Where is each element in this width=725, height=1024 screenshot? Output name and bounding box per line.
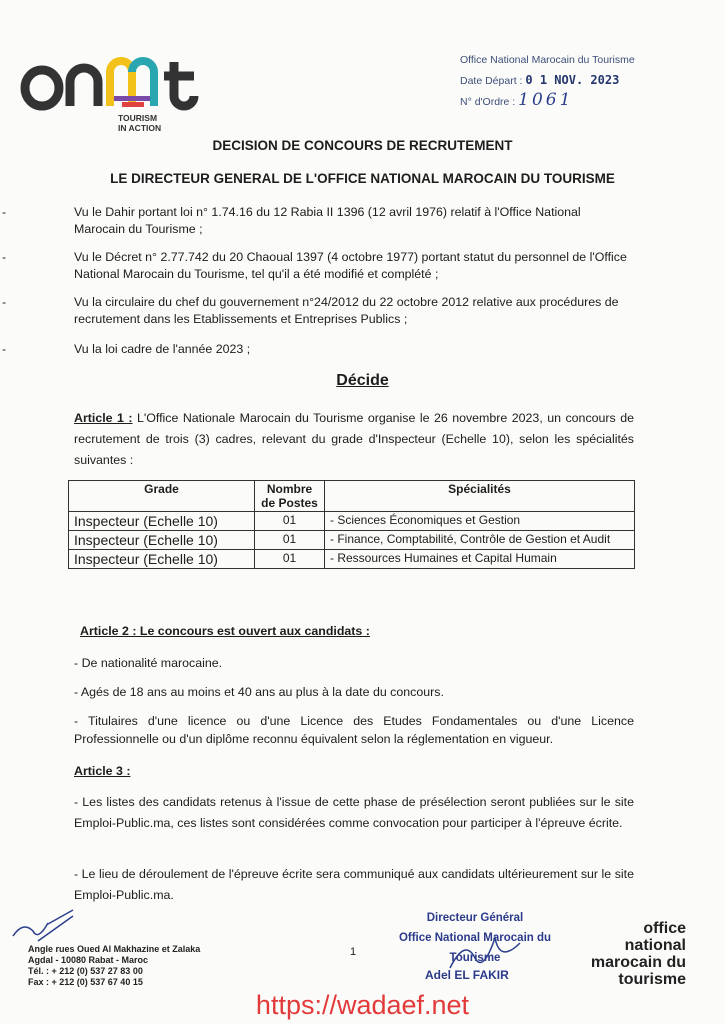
article-2-item: - De nationalité marocaine. — [74, 656, 223, 670]
stamp-date-value: 0 1 NOV. 2023 — [525, 73, 620, 87]
positions-table — [68, 480, 635, 569]
decide-heading: Décide — [336, 372, 389, 389]
header-specialites: Spécialités — [325, 481, 635, 512]
stamp-order-label: N° d'Ordre : — [460, 96, 516, 108]
article-1: Article 1 : L'Office Nationale Marocain du Tourisme organise le 26 novembre 2023, un concours de recrutement de trois (3) cadres, relevant du grade d'Inspecteur (Echelle 10), selon les spécialités suivantes : — [74, 411, 634, 467]
article-3-item: - Le lieu de déroulement de l'épreuve écrite sera communiqué aux candidats ultérieurement sur le site Emploi-Public.ma. — [74, 867, 634, 902]
consideration-item: - Vu la circulaire du chef du gouvernement n°24/2012 du 22 octobre 2012 relative aux procédures de recrutement dans les Etablissements et Entreprises Publics ; — [2, 295, 619, 326]
header-postes: Nombre de Postes — [255, 481, 325, 512]
footer-address: Angle rues Oued Al Makhazine et Zalaka Agdal - 10080 Rabat - Maroc Tél. : + 212 (0) 537 27 83 00 Fax : + 212 (0) 537 67 40 15 — [28, 944, 201, 987]
document-subtitle: LE DIRECTEUR GENERAL DE L'OFFICE NATIONAL MAROCAIN DU TOURISME — [110, 171, 615, 186]
brand-wordmark: office national marocain du tourisme — [590, 920, 686, 988]
signature-block: Directeur Général Office National Marocain du Tourisme — [398, 912, 552, 964]
watermark: https://wadaef.net — [255, 990, 470, 1020]
consideration-item: - Vu le Dahir portant loi n° 1.74.16 du 12 Rabia II 1396 (12 avril 1976) relatif à l'Office National Marocain du Tourisme ; — [2, 205, 581, 236]
stamp-org: Office National Marocain du Tourisme — [460, 54, 635, 66]
article-2-item: - Agés de 18 ans au moins et 40 ans au plus à la date du concours. — [74, 685, 444, 699]
initials-signature — [8, 906, 78, 946]
logo-tagline: TOURISM IN ACTION — [118, 113, 162, 133]
page-number: 1 — [350, 946, 357, 958]
table-row: Inspecteur (Echelle 10) 01 - Finance, Comptabilité, Contrôle de Gestion et Audit — [69, 531, 635, 550]
article-3-label: Article 3 : — [74, 764, 131, 778]
consideration-item: - Vu le Décret n° 2.77.742 du 20 Chaoual 1397 (4 octobre 1977) portant statut du personnel de l'Office National Marocain du Tourisme, tel qu'il a été modifié et complété ; — [2, 250, 627, 281]
article-2-label: Article 2 : Le concours est ouvert aux candidats : — [80, 624, 370, 638]
article-3-item: - Les listes des candidats retenus à l'issue de cette phase de présélection seront publiées sur le site Emploi-Public.ma, ces listes sont considérées comme convocation pour participer à l'épreuve écrite. — [74, 795, 634, 830]
consideration-item: - Vu la loi cadre de l'année 2023 ; — [2, 342, 251, 356]
director-name: Adel EL FAKIR — [425, 968, 509, 982]
table-row: Inspecteur (Echelle 10) 01 - Ressources Humaines et Capital Humain — [69, 550, 635, 569]
article-2-item: - Titulaires d'une licence ou d'une Licence des Etudes Fondamentales ou d'une Licence Professionnelle ou d'un diplôme reconnu équivalent selon la réglementation en vigueur. — [74, 714, 634, 746]
document-title: DECISION DE CONCOURS DE RECRUTEMENT — [212, 138, 513, 153]
reception-stamp — [460, 50, 660, 110]
table-row: Inspecteur (Echelle 10) 01 - Sciences Économiques et Gestion — [69, 512, 635, 531]
table-header-row — [69, 481, 635, 512]
header-grade: Grade — [69, 481, 255, 512]
stamp-order-value: 1061 — [518, 90, 574, 110]
stamp-date-label: Date Départ : — [460, 75, 523, 87]
article-1-label: Article 1 : — [74, 411, 133, 425]
